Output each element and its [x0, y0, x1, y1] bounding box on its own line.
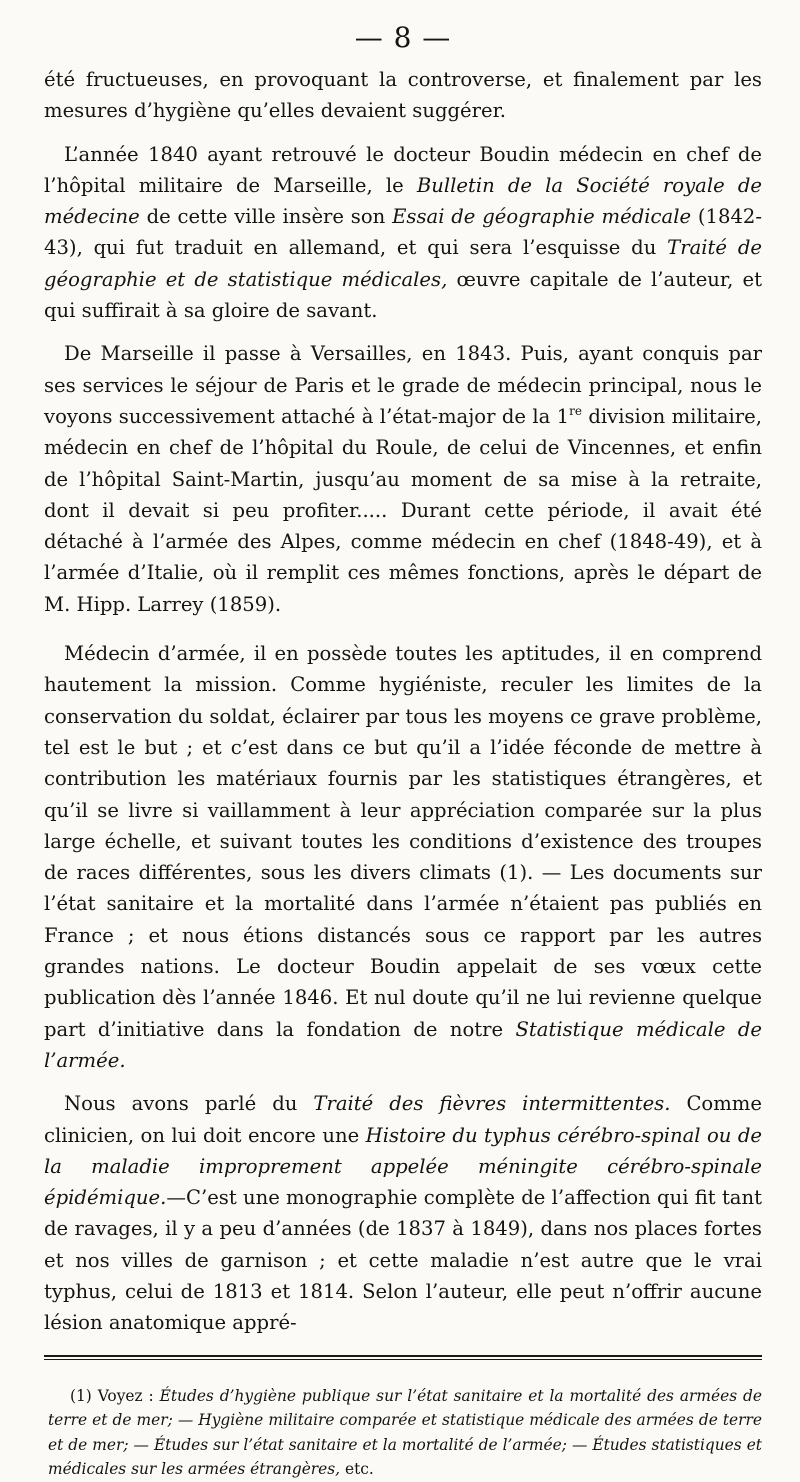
- paragraph-5: Nous avons parlé du Traité des fièvres intermittentes. Comme clinicien, on lui doit encore une Histoire du typhus cérébro-spinal ou de la maladie improprement appelée méningite cérébro-spinale épidémique.—C’est une monographie complète de l’affection qui fit tant de ravages, il y a peu d’années (de 1837 à 1849), dans nos places fortes et nos villes de garnison ; et cette maladie n’est autre que le vrai typhus, celui de 1813 et 1814. Selon l’auteur, elle peut n’offrir aucune lésion anatomique appré-: [44, 1092, 763, 1335]
- body-text: [44, 64, 762, 1339]
- paragraph-2: L’année 1840 ayant retrouvé le docteur Boudin médecin en chef de l’hôpital militaire de Marseille, le Bulletin de la Société royale de médecine de cette ville insère son Essai de géographie médicale (1842-43), qui fut traduit en allemand, et qui sera l’esquisse du Traité de géographie et de statistique médicales, œuvre capitale de l’auteur, et qui suffirait à sa gloire de savant.: [44, 142, 763, 323]
- paragraph-3: De Marseille il passe à Versailles, en 1843. Puis, ayant conquis par ses services le séjour de Paris et le grade de médecin principal, nous le voyons successivement attaché à l’état-major de la 1re division militaire, médecin en chef de l’hôpital du Roule, de celui de Vincennes, et enfin de l’hôpital Saint-Martin, jusqu’au moment de sa mise à la retraite, dont il devait si peu profiter..... Durant cette période, il avait été détaché à l’armée des Alpes, comme médecin en chef (1848-49), et à l’armée d’Italie, où il remplit ces mêmes fonctions, après le départ de M. Hipp. Larrey (1859).: [44, 342, 762, 616]
- footnote: (1) Voyez : Études d’hygiène publique sur l’état sanitaire et la mortalité des armées de terre et de mer; — Hygiène militaire comparée et statistique médicale des armées de terre et de mer; — Études sur l’état sanitaire et la mortalité de l’armée; — Études statistiques et médicales sur les armées étrangères, etc.: [48, 1386, 762, 1479]
- paragraph-4: Médecin d’armée, il en possède toutes les aptitudes, il en comprend hautement la mission. Comme hygiéniste, reculer les limites de la conservation du soldat, éclairer par tous les moyens ce grave problème, tel est le but ; et c’est dans ce but qu’il a l’idée féconde de mettre à contribution les matériaux fournis par les statistiques étrangères, et qu’il se livre si vaillamment à leur appréciation comparée sur la plus large échelle, et suivant toutes les conditions d’existence des troupes de races différentes, sous les divers climats (1). — Les documents sur l’état sanitaire et la mortalité dans l’armée n’étaient pas publiés en France ; et nous étions distancés sous ce rapport par les autres grandes nations. Le docteur Boudin appelait de ses vœux cette publication dès l’année 1846. Et nul doute qu’il ne lui revienne quelque part d’initiative dans la fondation de notre Statistique médicale de l’armée.: [44, 642, 762, 1072]
- paragraph-1: été fructueuses, en provoquant la controverse, et finalement par les mesures d’hygiène qu’elles devaient suggérer.: [44, 68, 762, 123]
- page-number: — 8 —: [354, 21, 452, 54]
- footnote-separator: [44, 1355, 762, 1360]
